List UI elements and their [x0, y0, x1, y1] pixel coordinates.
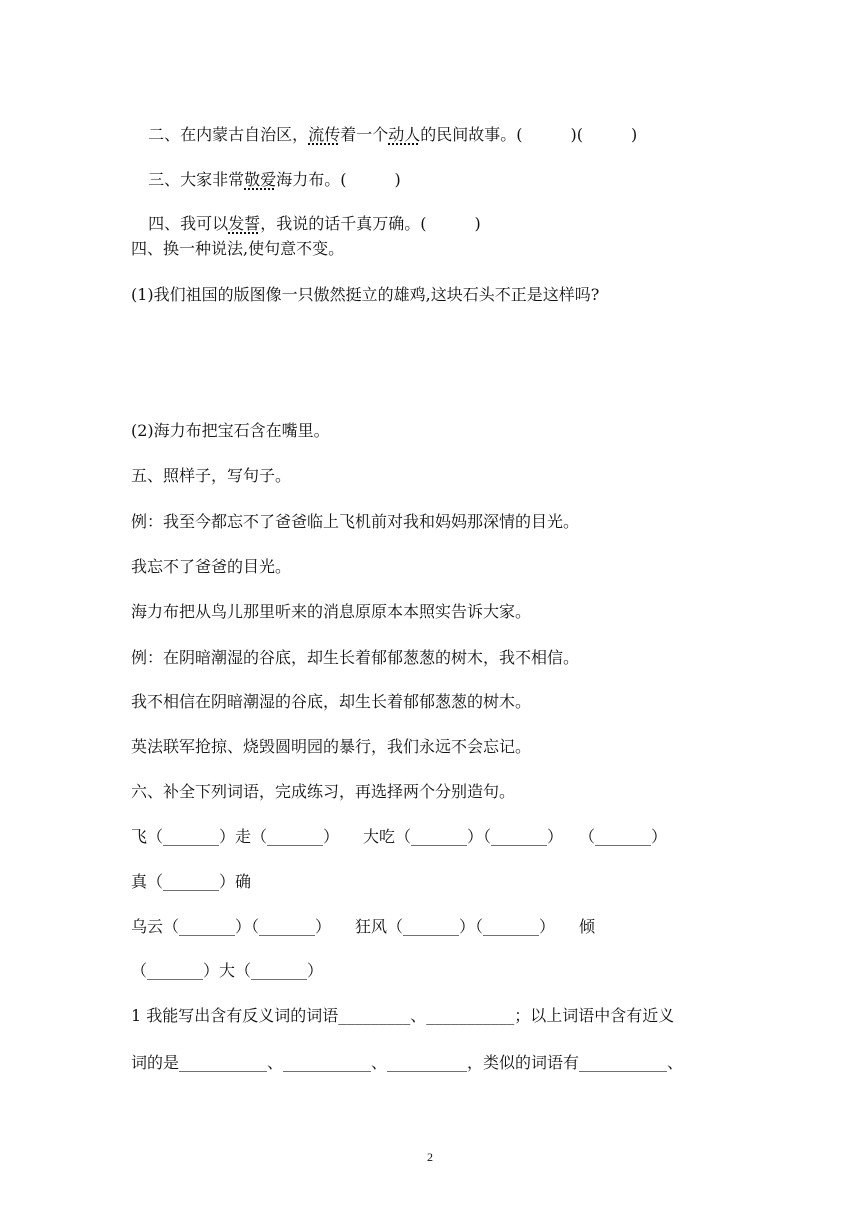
q3-underlined-word: 敬爱 — [244, 170, 277, 189]
section-5-example-2: 例：在阴暗潮湿的谷底，却生长着郁郁葱葱的树木，我不相信。 — [131, 648, 580, 667]
page-number: 2 — [427, 1150, 433, 1164]
q3-text-c: 海力布。( ) — [276, 170, 401, 189]
q4-text-a: 四、我可以 — [148, 214, 229, 233]
q4-underlined-word: 发誓 — [228, 214, 261, 233]
section-6-word-row-3: 乌云（_______）（_______） 狂风（_______）（_______） 倾 — [131, 917, 596, 936]
section-5-answer-1: 我忘不了爸爸的目光。 — [131, 557, 292, 576]
section-6-heading: 六、补全下列词语，完成练习，再选择两个分别造句。 — [131, 782, 516, 801]
q2-underlined-word-1: 流传 — [308, 125, 341, 144]
q2-text-c: 着一个 — [340, 125, 389, 144]
q4-text-c: ，我说的话千真万确。( ) — [260, 214, 481, 233]
question-line-4 — [138, 194, 481, 234]
section-6-word-row-1: 飞（_______）走（_______） 大吃（_______）（_______） （_______） — [131, 827, 668, 846]
question-line-2 — [138, 105, 637, 145]
section-5-example-1: 例：我至今都忘不了爸爸临上飞机前对我和妈妈那深情的目光。 — [131, 512, 580, 531]
section-6-word-row-4: （_______）大（_______） — [131, 961, 324, 980]
section-6-word-row-2: 真（_______）确 — [131, 872, 252, 891]
q3-text-a: 三、大家非常 — [148, 170, 245, 189]
question-line-3 — [138, 150, 401, 190]
q2-underlined-word-2: 动人 — [388, 125, 421, 144]
section-4-item-1: (1)我们祖国的版图像一只傲然挺立的雄鸡,这块石头不正是这样吗? — [131, 285, 600, 304]
section-4-heading: 四、换一种说法,使句意不变。 — [131, 239, 345, 258]
section-5-heading: 五、照样子，写句子。 — [131, 466, 292, 485]
section-5-answer-2: 我不相信在阴暗潮湿的谷底，却生长着郁郁葱葱的树木。 — [131, 692, 532, 711]
section-4-item-2: (2)海力布把宝石含在嘴里。 — [131, 421, 330, 440]
section-6-paragraph-line-1: 1 我能写出含有反义词的词语_________、___________；以上词语中含有近义 — [131, 1006, 675, 1025]
section-5-question-2: 英法联军抢掠、烧毁圆明园的暴行，我们永远不会忘记。 — [131, 737, 532, 756]
q2-text-a: 二、在内蒙古自治区， — [148, 125, 309, 144]
section-6-paragraph-line-2: 词的是___________、___________、__________，类似的词语有___________、 — [131, 1053, 684, 1072]
section-5-question-1: 海力布把从鸟儿那里听来的消息原原本本照实告诉大家。 — [131, 602, 532, 621]
q2-text-e: 的民间故事。( )( ) — [420, 125, 638, 144]
